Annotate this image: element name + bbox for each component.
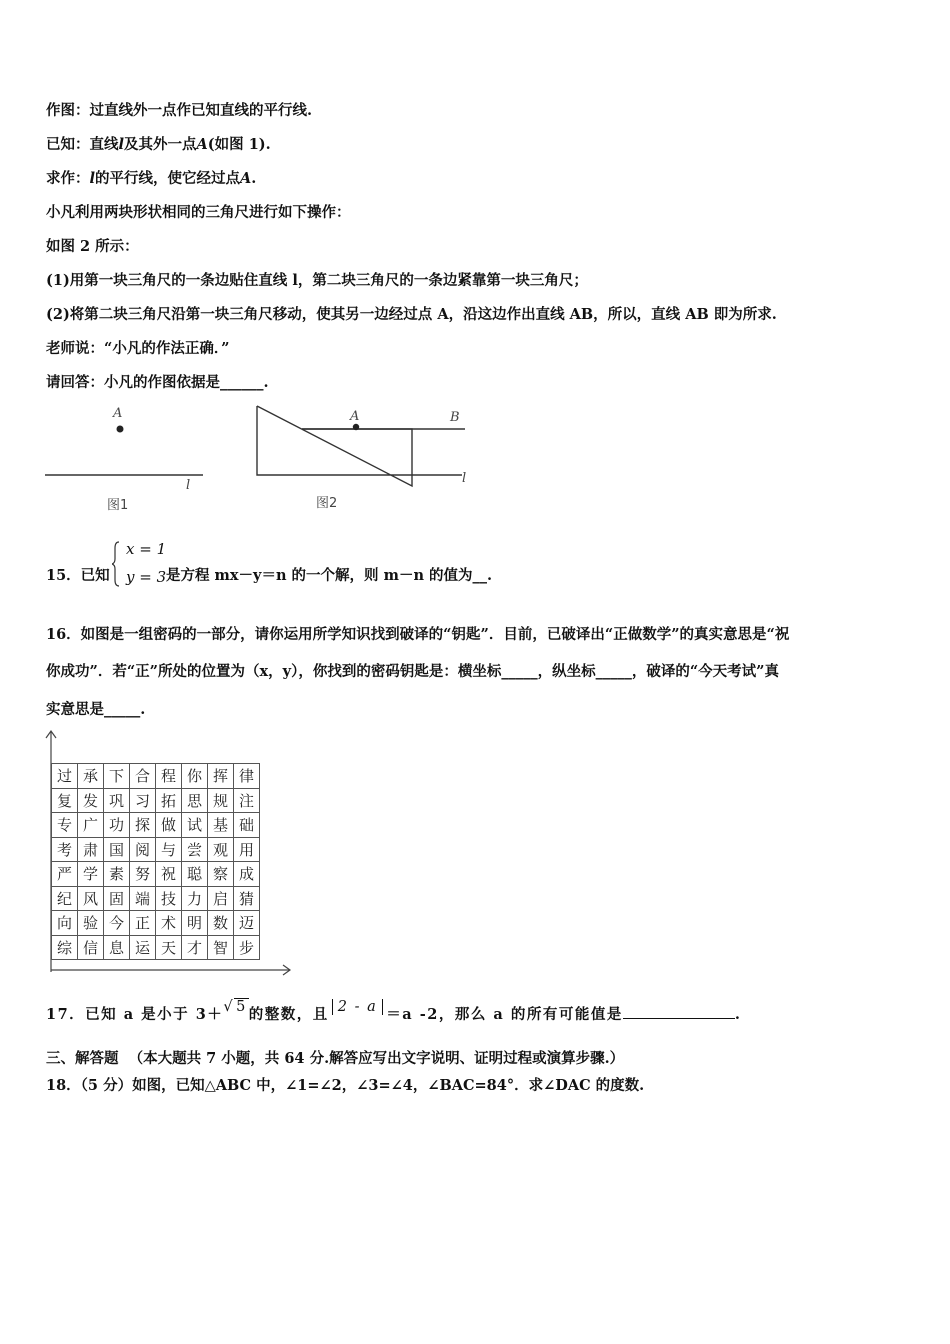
q17-prefix: 17．已知 a 是小于 3＋ — [46, 1006, 224, 1023]
grid-cell: 专 — [52, 813, 78, 838]
grid-row — [52, 764, 260, 789]
grid-cell: 信 — [78, 935, 104, 960]
grid-cell: 明 — [182, 911, 208, 936]
grid-cell: 用 — [234, 837, 260, 862]
q17-suffix: ＝a -2，那么 a 的所有可能值是 — [386, 1006, 623, 1023]
cipher-grid — [51, 763, 260, 960]
section-3-heading — [46, 1049, 624, 1069]
grid-row — [52, 935, 260, 960]
grid-cell: 承 — [78, 764, 104, 789]
grid-cell: 端 — [130, 886, 156, 911]
grid-cell: 础 — [234, 813, 260, 838]
q14-find-A: A — [240, 170, 252, 187]
fig2-label-a: A — [350, 409, 360, 424]
grid-cell: 纪 — [52, 886, 78, 911]
grid-row — [52, 886, 260, 911]
grid-cell: 向 — [52, 911, 78, 936]
grid-cell: 阅 — [130, 837, 156, 862]
q14-line-construct: 作图：过直线外一点作已知直线的平行线. — [46, 102, 313, 119]
grid-cell: 严 — [52, 862, 78, 887]
grid-cell: 肃 — [78, 837, 104, 862]
figure-2 — [250, 398, 480, 498]
q15-prefix: 15．已知 — [46, 567, 110, 584]
q15-text: 是方程 mx－y＝n 的一个解，则 m－n 的值为__. — [166, 567, 493, 584]
q14-given-c: (如图 1). — [207, 136, 271, 153]
grid-cell: 探 — [130, 813, 156, 838]
grid-cell: 功 — [104, 813, 130, 838]
grid-cell: 风 — [78, 886, 104, 911]
grid-cell: 与 — [156, 837, 182, 862]
grid-cell: 数 — [208, 911, 234, 936]
grid-cell: 运 — [130, 935, 156, 960]
grid-cell: 成 — [234, 862, 260, 887]
grid-cell: 今 — [104, 911, 130, 936]
grid-cell: 启 — [208, 886, 234, 911]
q14-given-l: l — [118, 136, 125, 153]
fig1-point-a — [117, 426, 124, 433]
grid-cell: 试 — [182, 813, 208, 838]
grid-cell: 程 — [156, 764, 182, 789]
grid-row — [52, 788, 260, 813]
grid-cell: 广 — [78, 813, 104, 838]
grid-cell: 步 — [234, 935, 260, 960]
section-3-note: （本大题共 7 小题，共 64 分.解答应写出文字说明、证明过程或演算步骤.） — [128, 1050, 625, 1067]
grid-row — [52, 813, 260, 838]
section-3-title: 三、解答题 — [46, 1050, 119, 1067]
fig2-triangle-1 — [257, 406, 412, 486]
fig1-label-l: l — [186, 478, 191, 493]
q14-line-find — [46, 169, 256, 189]
q14-find-a: 求作： — [46, 170, 90, 187]
q14-line-answer: 请回答：小凡的作图依据是______. — [46, 374, 269, 391]
fig2-caption: 图2 — [316, 496, 338, 511]
grid-cell: 规 — [208, 788, 234, 813]
q14-given-A: A — [196, 136, 208, 153]
q17-mid: 的整数，且 — [248, 1006, 329, 1023]
q14-find-b: 的平行线，使它经过点 — [95, 170, 241, 187]
grid-cell: 素 — [104, 862, 130, 887]
grid-cell: 基 — [208, 813, 234, 838]
fig2-triangle-2 — [302, 429, 412, 475]
q16-line-2: 你成功”．若“正”所处的位置为（x，y），你找到的密码钥匙是：横坐标_____，纵坐标_____，破译的“今天考试”真 — [46, 663, 780, 680]
grid-cell: 复 — [52, 788, 78, 813]
q14-given-a: 已知：直线 — [46, 136, 119, 153]
q17-sqrt-value: 5 — [236, 999, 247, 1015]
grid-cell: 努 — [130, 862, 156, 887]
grid-cell: 考 — [52, 837, 78, 862]
grid-cell: 做 — [156, 813, 182, 838]
grid-cell: 技 — [156, 886, 182, 911]
q16-line-3: 实意思是_____. — [46, 701, 146, 718]
grid-cell: 力 — [182, 886, 208, 911]
grid-cell: 才 — [182, 935, 208, 960]
grid-cell: 综 — [52, 935, 78, 960]
grid-cell: 固 — [104, 886, 130, 911]
q17-abs: 2 - a — [332, 999, 384, 1015]
grid-cell: 验 — [78, 911, 104, 936]
grid-row — [52, 911, 260, 936]
grid-cell: 智 — [208, 935, 234, 960]
q14-line-step2: (2)将第二块三角尺沿第一块三角尺移动，使其另一边经过点 A，沿这边作出直线 AB，所以，直线 AB 即为所求. — [46, 306, 777, 323]
grid-cell: 习 — [130, 788, 156, 813]
q14-line-fig2: 如图 2 所示： — [46, 238, 139, 255]
fig2-label-b: B — [450, 410, 460, 425]
grid-cell: 律 — [234, 764, 260, 789]
grid-cell: 国 — [104, 837, 130, 862]
grid-cell: 息 — [104, 935, 130, 960]
grid-cell: 正 — [130, 911, 156, 936]
grid-cell: 术 — [156, 911, 182, 936]
grid-cell: 察 — [208, 862, 234, 887]
grid-cell: 下 — [104, 764, 130, 789]
q14-line-step1: (1)用第一块三角尺的一条边贴住直线 l，第二块三角尺的一条边紧靠第一块三角尺； — [46, 272, 588, 289]
grid-cell: 猜 — [234, 886, 260, 911]
q15-eq2: y = 3 — [126, 568, 167, 586]
fig2-label-l: l — [462, 471, 467, 486]
grid-cell: 过 — [52, 764, 78, 789]
grid-cell: 尝 — [182, 837, 208, 862]
q14-line-teacher: 老师说：“小凡的作法正确．” — [46, 340, 230, 357]
grid-cell: 拓 — [156, 788, 182, 813]
q14-given-b: 及其外一点 — [124, 136, 197, 153]
fig2-point-a — [353, 424, 359, 430]
grid-cell: 祝 — [156, 862, 182, 887]
grid-cell: 思 — [182, 788, 208, 813]
grid-cell: 迈 — [234, 911, 260, 936]
q16-line-1: 16．如图是一组密码的一部分，请你运用所学知识找到破译的“钥匙”．目前，已破译出“正做数学”的真实意思是“祝 — [46, 626, 790, 643]
fig1-label-a: A — [113, 406, 123, 421]
grid-cell: 发 — [78, 788, 104, 813]
q14-line-ops: 小凡利用两块形状相同的三角尺进行如下操作： — [46, 204, 351, 221]
q14-find-l: l — [89, 170, 96, 187]
grid-cell: 挥 — [208, 764, 234, 789]
grid-cell: 巩 — [104, 788, 130, 813]
q17-sqrt: √ 5 — [223, 999, 247, 1015]
q14-line-given — [46, 135, 271, 155]
q15-brace-icon — [112, 540, 122, 588]
grid-cell: 学 — [78, 862, 104, 887]
q14-find-c: . — [251, 170, 257, 187]
grid-cell: 天 — [156, 935, 182, 960]
q18-text: 18．（5 分）如图，已知△ABC 中，∠1=∠2，∠3=∠4，∠BAC=84°．求∠DAC 的度数. — [46, 1077, 645, 1094]
grid-row — [52, 837, 260, 862]
grid-row — [52, 862, 260, 887]
q15-eq1: x = 1 — [126, 540, 167, 558]
q17-blank — [623, 1004, 735, 1019]
fig1-caption: 图1 — [107, 498, 129, 513]
grid-cell: 你 — [182, 764, 208, 789]
grid-cell: 观 — [208, 837, 234, 862]
q17-line — [46, 999, 742, 1025]
grid-cell: 注 — [234, 788, 260, 813]
q17-end: . — [734, 1006, 742, 1023]
grid-cell: 合 — [130, 764, 156, 789]
grid-cell: 聪 — [182, 862, 208, 887]
